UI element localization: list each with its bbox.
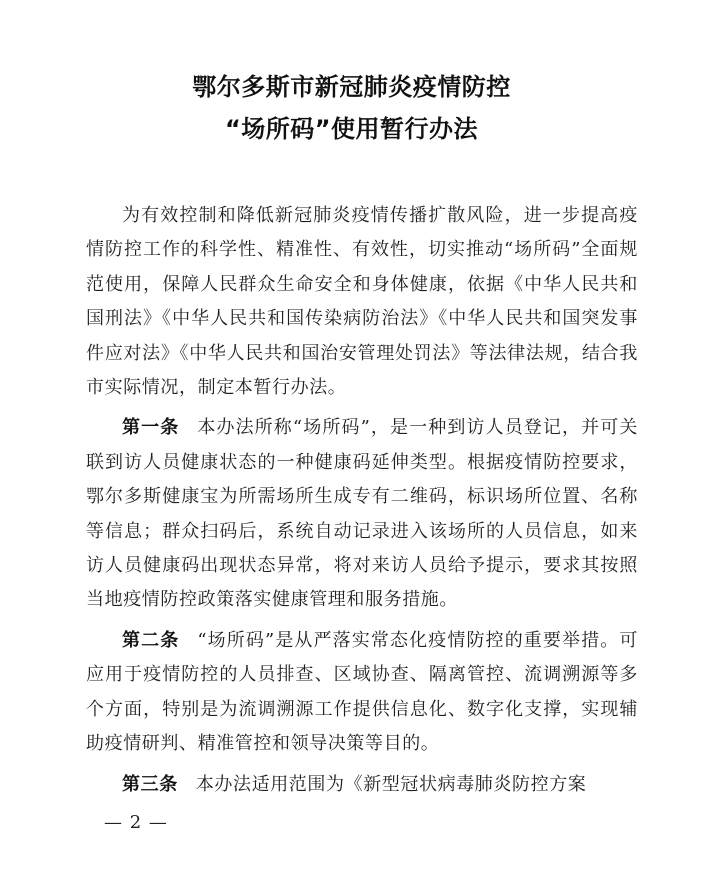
article-2-text: “场所码”是从严落实常态化疫情防控的重要举措。可应用于疫情防控的人员排查、区域协查、隔离管控、流调溯源等多个方面，特别是为流调溯源工作提供信息化、数字化支撑，实现辅助疫情研判、精准管控和领导决策等目的。 <box>86 629 638 755</box>
page-number: — 2 — <box>104 812 168 833</box>
article-1-heading: 第一条 <box>122 417 180 439</box>
article-2 <box>86 624 638 762</box>
preamble-paragraph: 为有效控制和降低新冠肺炎疫情传播扩散风险，进一步提高疫情防控工作的科学性、精准性、有效性，切实推动“场所码”全面规范使用，保障人民群众生命安全和身体健康，依据《中华人民共和国刑法》《中华人民共和国传染病防治法》《中华人民共和国突发事件应对法》《中华人民共和国治安管理处罚法》等法律法规，结合我市实际情况，制定本暂行办法。 <box>86 205 638 399</box>
title-line-1: 鄂尔多斯市新冠肺炎疫情防控 <box>192 73 511 101</box>
article-3-text: 本办法适用范围为《新型冠状病毒肺炎防控方案 <box>195 773 587 795</box>
title-line-2: “场所码”使用暂行办法 <box>224 115 479 143</box>
document-body <box>86 199 638 802</box>
article-3-heading: 第三条 <box>122 773 178 795</box>
article-1-text: 本办法所称“场所码”，是一种到访人员登记，并可关联到访人员健康状态的一种健康码延伸类型。根据疫情防控要求，鄂尔多斯健康宝为所需场所生成专有二维码，标识场所位置、名称等信息；群众扫码后，系统自动记录进入该场所的人员信息，如来访人员健康码出现状态异常，将对来访人员给予提示，要求其按照当地疫情防控政策落实健康管理和服务措施。 <box>86 417 638 611</box>
article-2-heading: 第二条 <box>122 629 180 651</box>
document-title <box>0 66 703 150</box>
article-1 <box>86 411 638 617</box>
article-3 <box>86 768 638 802</box>
